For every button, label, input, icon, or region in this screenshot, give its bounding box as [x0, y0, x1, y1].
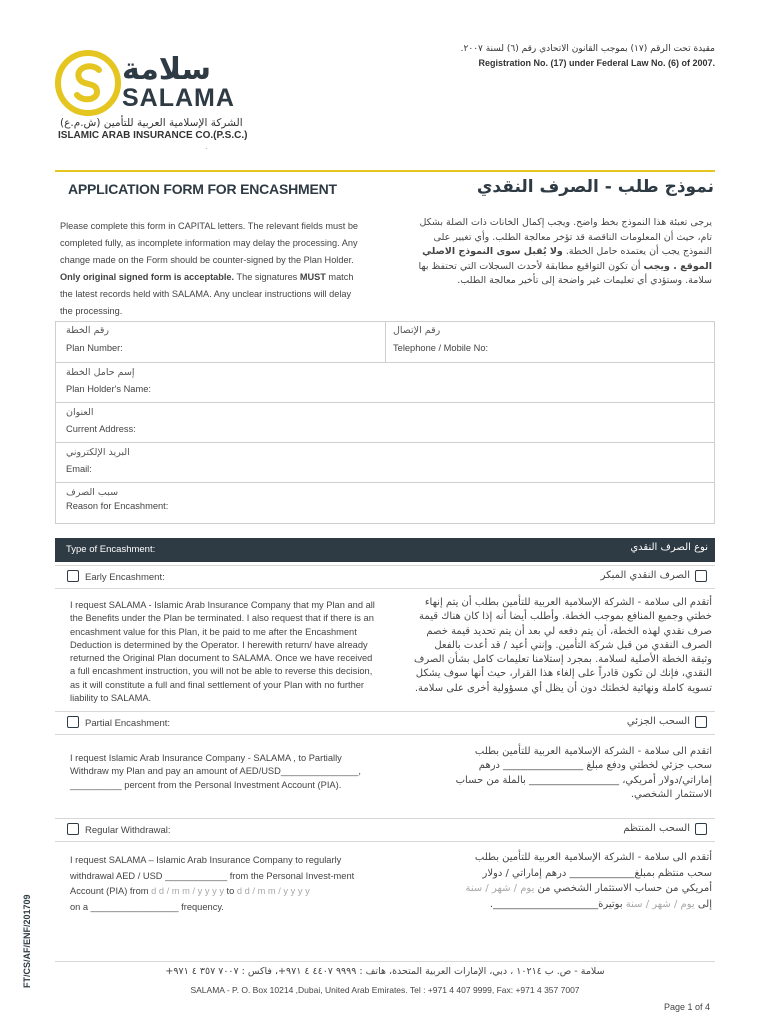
partial-encashment-text: I request Islamic Arab Insurance Company - SALAMA , to Partially Withdraw my Plan and pay an amount of AED/USD_______________, __________ percent from the Personal Investment Account (PIA). — [70, 753, 361, 790]
partial-encashment-checkbox[interactable] — [67, 716, 79, 728]
field-divider — [385, 322, 386, 362]
footer-address-arabic: سلامة - ص. ب ١٠٢١٤ ، دبي، الإمارات العربية المتحدة، هاتف : ٩٩٩٩ ٤٤٠٧ ٤ ٩٧١+، فاكس : ٧٠٠٧ ٣٥٧ ٤ ٩٧١+ — [165, 966, 605, 977]
plan-number-label-arabic: رقم الخطة — [66, 325, 110, 336]
footer-divider — [55, 961, 715, 962]
plan-holder-label-arabic: إسم حامل الخطة — [66, 367, 135, 378]
partial-encashment-label-arabic: السحب الجزئي — [626, 716, 690, 727]
brand-name-english: SALAMA — [122, 84, 235, 112]
address-label: Current Address: — [66, 424, 136, 434]
regular-withdrawal-checkbox[interactable] — [67, 823, 79, 835]
brand-name-arabic: سلامة — [122, 52, 212, 87]
reason-label: Reason for Encashment: — [66, 501, 169, 511]
date-from-field-arabic[interactable]: يوم / شهر / سنة — [465, 883, 535, 894]
email-label-arabic: البريد الإلكتروني — [66, 447, 130, 458]
early-encashment-label: Early Encashment: — [85, 572, 165, 583]
date-to-field-arabic[interactable]: يوم / شهر / سنة — [625, 898, 695, 910]
encashment-type-label-arabic: نوع الصرف النقدي — [630, 542, 708, 553]
instructions-english: Please complete this form in CAPITAL letters. The relevant fields must be completed fully, as incomplete information may delay the processing. Any change made on the Form should be counter-signed by the Plan Holder. Only original signed form is acceptable. The signatures MUST match the latest records held with SALAMA. Any unclear instructions will delay the processing. — [60, 221, 359, 316]
footer-address-english: SALAMA - P. O. Box 10214 ,Dubai, United Arab Emirates. Tel : +971 4 407 9999, Fax: +971 4 357 7007 — [190, 985, 580, 995]
encashment-type-label: Type of Encashment: — [66, 544, 156, 555]
form-title-english: APPLICATION FORM FOR ENCASHMENT — [68, 181, 337, 197]
early-encashment-text: I request SALAMA - Islamic Arab Insurance Company that my Plan and all the Benefits under the Plan be terminated. I also request that if there is an encashment value for this Plan, it be paid to me after the Encashment Deduction is determined by the Operator. I herewith return/ have already returned the Original Plan document to SALAMA. Once we have received a full encashment instruction, you will not be able to reverse this decision, as it will constitute a full and final settlement of your Plan with no further liability to SALAMA. — [70, 600, 375, 704]
address-row[interactable] — [55, 402, 715, 443]
early-encashment-checkbox[interactable] — [67, 570, 79, 582]
date-to-field[interactable]: d d / m m / y y y y — [236, 886, 310, 896]
form-code: FT/CS/AF/ENF/201709 — [22, 894, 32, 988]
date-from-field[interactable]: d d / m m / y y y y — [151, 886, 224, 896]
page-number: Page 1 of 4 — [663, 1002, 710, 1012]
regular-withdrawal-checkbox-arabic[interactable] — [695, 823, 707, 835]
reason-label-arabic: سبب الصرف — [66, 487, 119, 498]
partial-encashment-label: Partial Encashment: — [85, 718, 171, 729]
regular-withdrawal-text-arabic: أتقدم الى سلامة - الشركة الإسلامية العربية للتأمين بطلب سحب منتظم بمبلغ_____________ درهم إماراتي / دولار أمريكي من حساب الاستثمار الشخصي من يوم / شهر / سنة إلى يوم / شهر / سنة بوتيرة_____________________. — [465, 852, 712, 910]
early-encashment-label-arabic: الصرف النقدي المبكر — [600, 570, 690, 581]
regular-withdrawal-label: Regular Withdrawal: — [85, 825, 171, 836]
regular-withdrawal-text: I request SALAMA – Islamic Arab Insurance Company to regularly withdrawal AED / USD ____________ from the Personal Invest-ment Account (PIA) from d d / m m / y y y y to d d / m m / y y y y on a _________________ frequency. — [70, 855, 355, 912]
early-encashment-text-arabic: أتقدم الى سلامة - الشركة الإسلامية العربية للتأمين بطلب أن يتم إنهاء خطتي وجميع المنافع بموجب الخطة. وأطلب أيضا أنه إذا كان هناك قيمة صرف نقدي لهذه الخطة، أن يتم دفعه لي بعد أن يتم تحديد قيمة خصم الصرف النقدي من قبل شركة التأمين. وإنني أعيد / قد أعدت بالفعل وثيقة الخطة الأصلية لسلامة. بمجرد إستلامنا تعليمات كامل بشأن الصرف النقدي، فإنك لن تكون قادراً على إلغاء هذا القرار، حيث أنها سوف يشكل تسوية كاملة ونهائية لخطتك دون أن يظل أي مسؤولية أخرى على سلامة. — [414, 597, 712, 694]
regular-withdrawal-label-arabic: السحب المنتظم — [623, 823, 690, 834]
email-row[interactable] — [55, 442, 715, 483]
email-label: Email: — [66, 464, 92, 474]
address-label-arabic: العنوان — [66, 407, 94, 418]
plan-holder-label: Plan Holder's Name: — [66, 384, 151, 394]
registration-arabic: مقيدة تحت الرقم (١٧) بموجب القانون الاتحادي رقم (٦) لسنة ٢٠٠٧. — [460, 44, 715, 54]
company-name-english: ISLAMIC ARAB INSURANCE CO.(P.S.C.) — [58, 130, 248, 141]
plan-holder-row[interactable] — [55, 362, 715, 403]
plan-number-label[interactable]: Plan Number: — [66, 343, 123, 353]
dot-mark: . — [205, 142, 208, 151]
partial-encashment-checkbox-arabic[interactable] — [695, 716, 707, 728]
telephone-label[interactable]: Telephone / Mobile No: — [393, 343, 489, 353]
early-encashment-checkbox-arabic[interactable] — [695, 570, 707, 582]
instructions-arabic: يرجى تعبئة هذا النموذج بخط واضح. ويجب إكمال الخانات ذات الصلة بشكل تام، حيث أن المعلومات الناقصة قد تؤخر معالجة الطلب. وأي تغيير على النموذج يجب أن يعتمده حامل الخطة. ولا يُقبل سوى النموذج الاصلي الموقع . ويجب أن تكون التواقيع مطابقة لأحدث السجلات التي تحتفظ بها سلامة. وستؤدي أي تعليمات غير واضحة إلى تأخير معالجة الطلب. — [418, 217, 712, 286]
registration-english: Registration No. (17) under Federal Law No. (6) of 2007. — [478, 58, 715, 68]
salama-logo-icon — [55, 50, 121, 116]
company-name-arabic: الشركة الإسلامية العربية للتأمين (ش.م.ع) — [60, 117, 243, 129]
form-title-arabic: نموذج طلب - الصرف النقدي — [476, 177, 714, 197]
partial-encashment-text-arabic: اتقدم الى سلامة - الشركة الإسلامية العربية للتأمين بطلب سحب جزئي لخطتي ودفع مبلغ ________________ درهم إماراتي/دولار أمريكي، __________________ بالملة من حساب الاستثمار الشخصي. — [455, 746, 712, 800]
telephone-label-arabic: رقم الإتصال — [393, 325, 441, 336]
